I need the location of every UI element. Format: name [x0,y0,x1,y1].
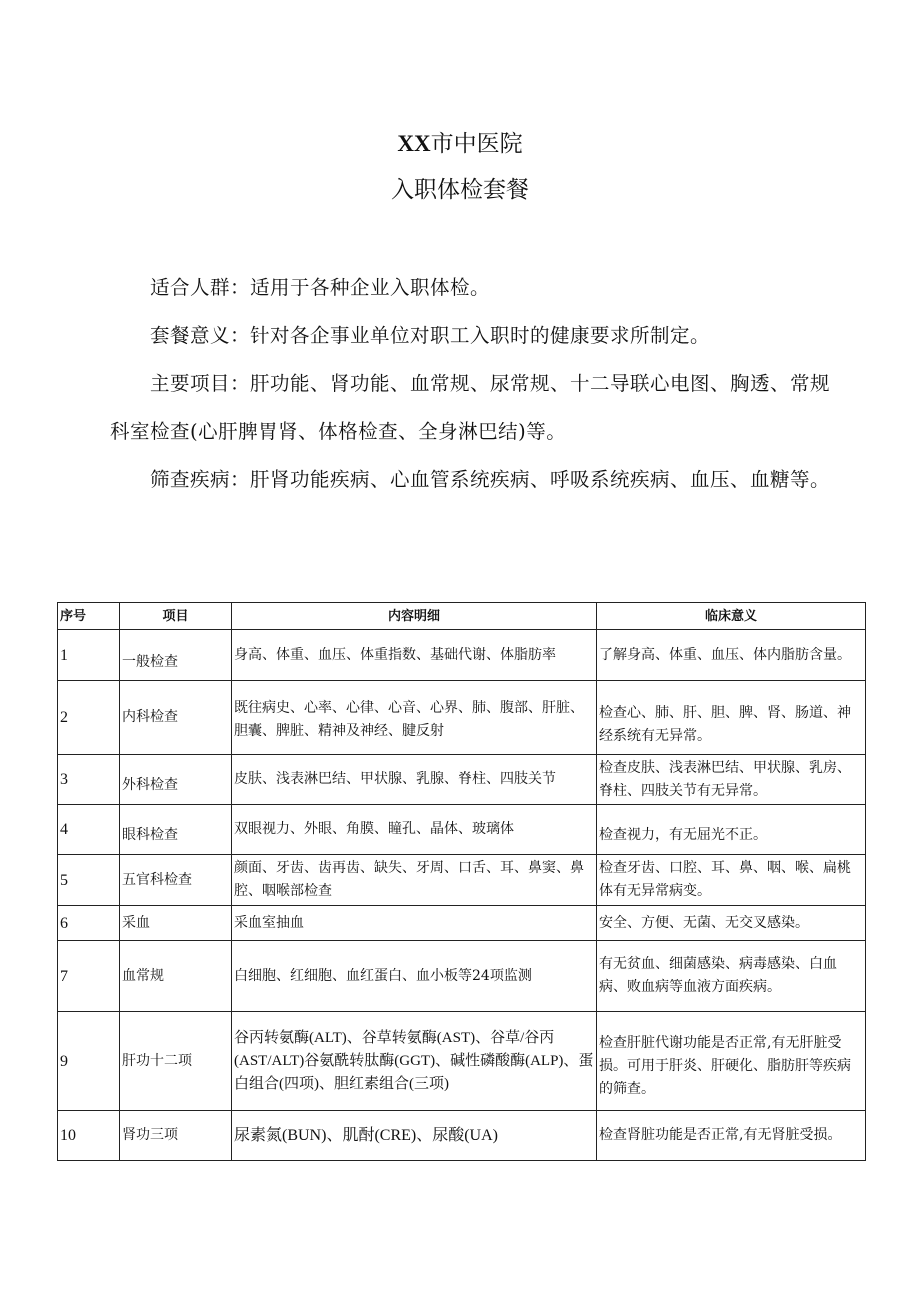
header-no: 序号 [58,603,120,630]
row-item: 肝功十二项 [120,1012,232,1111]
row-detail: 白细胞、红细胞、血红蛋白、血小板等24项监测 [232,941,597,1012]
intro-text: 肝功能、肾功能、血常规、尿常规、十二导联心电图、胸透、常规科室检查(心肝脾胃肾、体格检查、全身淋巴结)等。 [110,372,831,443]
intro-label: 筛查疾病： [150,468,251,491]
row-meaning: 检查肝脏代谢功能是否正常,有无肝脏受损。可用于肝炎、肝硬化、脂肪肝等疾病的筛查。 [597,1012,866,1111]
title-rest: 市中医院 [430,131,523,157]
row-meaning: 检查皮肤、浅表淋巴结、甲状腺、乳房、脊柱、四肢关节有无异常。 [597,755,866,805]
row-detail: 既往病史、心率、心律、心音、心界、肺、腹部、肝脏、胆囊、脾脏、精神及神经、腱反射 [232,681,597,755]
intro-text: 针对各企事业单位对职工入职时的健康要求所制定。 [250,324,711,347]
row-no: 7 [58,941,120,1012]
row-no: 6 [58,906,120,941]
row-no: 2 [58,681,120,755]
row-meaning: 检查牙齿、口腔、耳、鼻、咽、喉、扁桃体有无异常病变。 [597,855,866,906]
intro-text: 适用于各种企业入职体检。 [250,276,491,299]
row-meaning: 检查心、肺、肝、胆、脾、肾、肠道、神经系统有无异常。 [597,681,866,755]
row-item: 血常规 [120,941,232,1012]
row-no: 10 [58,1111,120,1161]
intro-label: 主要项目： [150,372,251,395]
table-row [58,755,866,805]
hospital-title [0,128,920,160]
row-detail: 皮肤、浅表淋巴结、甲状腺、乳腺、脊柱、四肢关节 [232,755,597,805]
row-meaning: 有无贫血、细菌感染、病毒感染、白血病、败血病等血液方面疾病。 [597,941,866,1012]
header-item: 项目 [120,603,232,630]
table-row [58,805,866,855]
row-no: 1 [58,630,120,681]
row-no: 3 [58,755,120,805]
row-item: 内科检查 [120,681,232,755]
table-row [58,906,866,941]
package-title: 入职体检套餐 [391,177,529,203]
table-row [58,1012,866,1111]
header-detail: 内容明细 [232,603,597,630]
row-item: 眼科检查 [120,805,232,855]
row-item: 外科检查 [120,755,232,805]
row-no: 4 [58,805,120,855]
intro-purpose [110,312,850,360]
row-no: 9 [58,1012,120,1111]
row-meaning: 检查视力，有无屈光不正。 [597,805,866,855]
table-row [58,1111,866,1161]
intro-target-group [110,264,850,312]
table-row [58,681,866,755]
intro-label: 适合人群： [150,276,251,299]
row-meaning: 检查肾脏功能是否正常,有无肾脏受损。 [597,1111,866,1161]
table-header-row [58,603,866,630]
intro-main-items [110,360,850,456]
row-detail: 采血室抽血 [232,906,597,941]
title-prefix: XX [397,131,431,156]
row-item: 五官科检查 [120,855,232,906]
table-row [58,630,866,681]
row-detail: 双眼视力、外眼、角膜、瞳孔、晶体、玻璃体 [232,805,597,855]
row-meaning: 安全、方便、无菌、无交叉感染。 [597,906,866,941]
header-meaning: 临床意义 [597,603,866,630]
row-detail: 颜面、牙齿、齿再齿、缺失、牙周、口舌、耳、鼻窦、鼻腔、咽喉部检查 [232,855,597,906]
row-no: 5 [58,855,120,906]
intro-label: 套餐意义： [150,324,251,347]
row-detail: 谷丙转氨酶(ALT)、谷草转氨酶(AST)、谷草/谷丙(AST/ALT)谷氨酰转肽酶(GGT)、碱性磷酸酶(ALP)、蛋白组合(四项)、胆红素组合(三项) [232,1012,597,1111]
row-item: 采血 [120,906,232,941]
intro-text: 肝肾功能疾病、心血管系统疾病、呼吸系统疾病、血压、血糖等。 [250,468,831,491]
row-detail: 尿素氮(BUN)、肌酎(CRE)、尿酸(UA) [232,1111,597,1161]
intro-screened-diseases [110,456,850,504]
exam-table [57,602,866,1161]
row-item: 肾功三项 [120,1111,232,1161]
table-row [58,855,866,906]
row-detail: 身高、体重、血压、体重指数、基础代谢、体脂肪率 [232,630,597,681]
row-meaning: 了解身高、体重、血压、体内脂肪含量。 [597,630,866,681]
row-item: 一般检查 [120,630,232,681]
table-row [58,941,866,1012]
